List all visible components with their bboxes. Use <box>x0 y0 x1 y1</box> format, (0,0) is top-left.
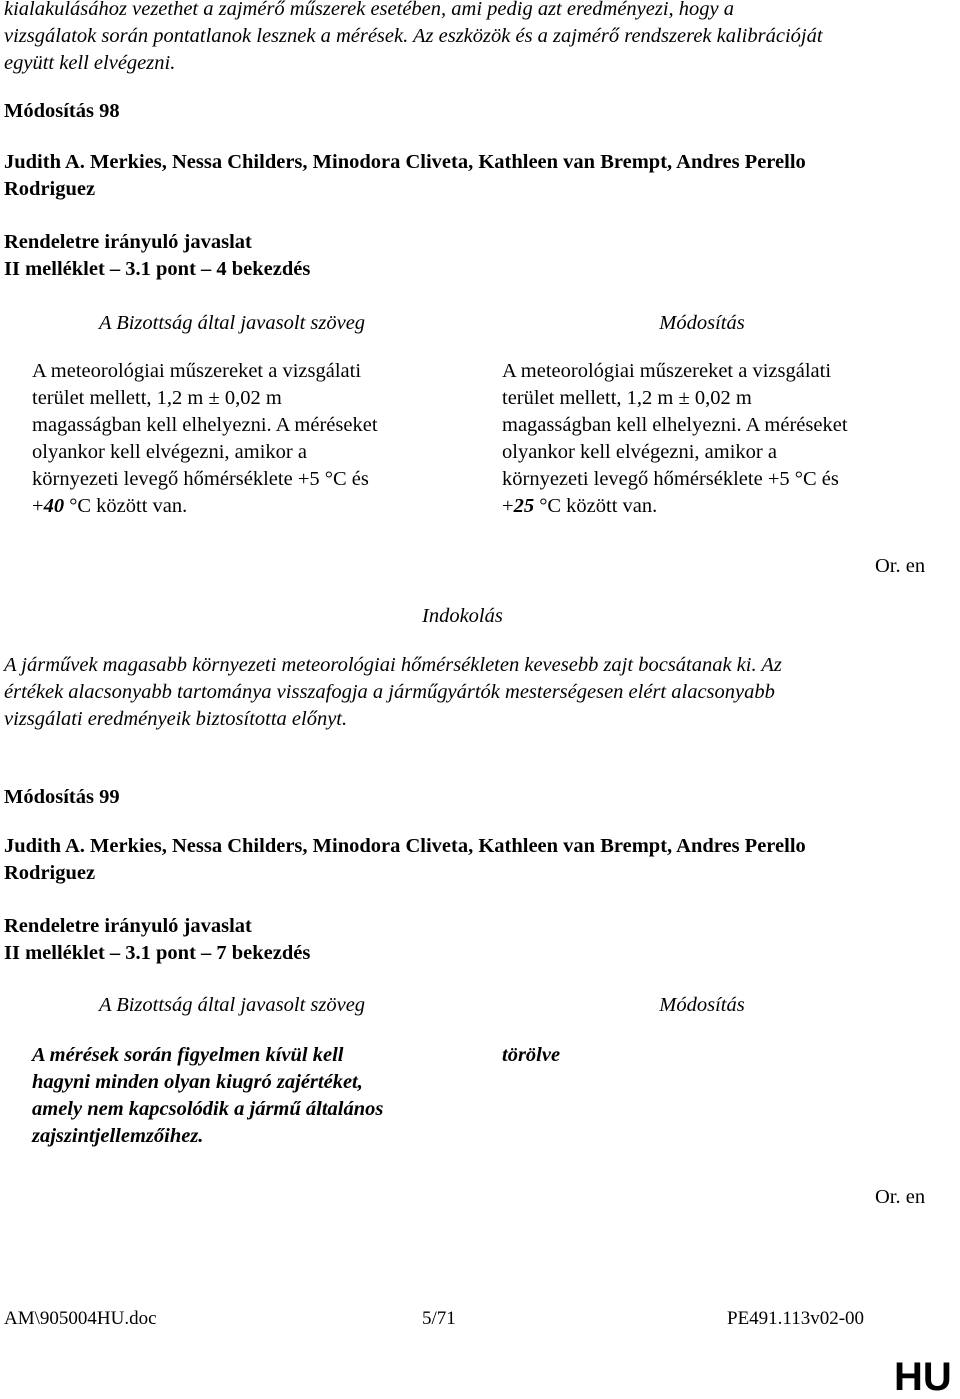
amendment-98-title: Módosítás 98 <box>4 100 120 122</box>
top-paragraph <box>4 0 823 77</box>
proposal-label: Rendeletre irányuló javaslat <box>4 231 252 253</box>
text-line: értékek alacsonyabb tartománya visszafogja a járműgyártók mesterségesen elért alacsonyabb <box>4 681 775 703</box>
text-line: A mérések során figyelmen kívül kell <box>32 1044 344 1066</box>
text-line: együtt kell elvégezni. <box>4 52 176 74</box>
column-left-heading: A Bizottság által javasolt szöveg <box>98 312 366 334</box>
column-right-heading: Módosítás <box>659 994 745 1016</box>
amendment-99-title: Módosítás 99 <box>4 786 120 808</box>
authors-line: Rodriguez <box>4 862 96 884</box>
text-line: olyankor kell elvégezni, amikor a <box>32 441 307 463</box>
text-line: terület mellett, 1,2 m ± 0,02 m <box>32 387 282 409</box>
text-line <box>502 493 902 520</box>
proposal-label: Rendeletre irányuló javaslat <box>4 915 252 937</box>
amendment-98-authors <box>4 149 806 203</box>
changed-value: 25 <box>513 495 535 517</box>
text-line: vizsgálati eredményeik biztosította előnyt. <box>4 708 348 730</box>
text-segment: + <box>502 495 514 517</box>
original-language: Or. en <box>875 555 926 577</box>
authors-line: Rodriguez <box>4 178 96 200</box>
text-line: A meteorológiai műszereket a vizsgálati <box>502 360 832 382</box>
text-line: magasságban kell elhelyezni. A méréseket <box>502 414 848 436</box>
footer-reference: PE491.113v02-00 <box>727 1308 865 1329</box>
footer-document-name: AM\905004HU.doc <box>4 1308 157 1329</box>
original-language: Or. en <box>875 1186 926 1208</box>
text-segment: °C között van. <box>534 495 658 517</box>
text-line: A meteorológiai műszereket a vizsgálati <box>32 360 362 382</box>
text-line: magasságban kell elhelyezni. A méréseket <box>32 414 378 436</box>
reference-label: II melléklet – 3.1 pont – 7 bekezdés <box>4 942 311 964</box>
justification-text <box>4 652 782 733</box>
changed-value: 40 <box>43 495 65 517</box>
deleted-marker: törölve <box>502 1044 561 1066</box>
column-left-heading: A Bizottság által javasolt szöveg <box>98 994 366 1016</box>
text-segment: °C között van. <box>64 495 188 517</box>
authors-line: Judith A. Merkies, Nessa Childers, Minodora Cliveta, Kathleen van Brempt, Andres Perello <box>4 835 806 857</box>
footer-page-number: 5/71 <box>422 1308 456 1329</box>
text-line: környezeti levegő hőmérséklete +5 °C és <box>32 468 369 490</box>
justification-heading: Indokolás <box>422 605 503 627</box>
text-line: olyankor kell elvégezni, amikor a <box>502 441 777 463</box>
text-line: zajszintjellemzőihez. <box>32 1125 204 1147</box>
text-line: vizsgálatok során pontatlanok lesznek a mérések. Az eszközök és a zajmérő rendszerek kalibrációját <box>4 25 823 47</box>
original-text <box>32 1042 432 1150</box>
text-line <box>32 493 432 520</box>
reference-label: II melléklet – 3.1 pont – 4 bekezdés <box>4 258 311 280</box>
original-text <box>32 358 432 520</box>
text-segment: + <box>32 495 44 517</box>
text-line: A járművek magasabb környezeti meteorológiai hőmérsékleten kevesebb zajt bocsátanak ki. Az <box>4 654 782 676</box>
text-line: amely nem kapcsolódik a jármű általános <box>32 1098 384 1120</box>
text-line: hagyni minden olyan kiugró zajértéket, <box>32 1071 363 1093</box>
text-line: kialakulásához vezethet a zajmérő műszerek esetében, ami pedig azt eredményezi, hogy a <box>4 0 735 20</box>
amendment-99-authors <box>4 833 806 887</box>
authors-line: Judith A. Merkies, Nessa Childers, Minodora Cliveta, Kathleen van Brempt, Andres Perello <box>4 151 806 173</box>
column-right-heading: Módosítás <box>659 312 745 334</box>
text-line: környezeti levegő hőmérséklete +5 °C és <box>502 468 839 490</box>
amended-text <box>502 358 902 520</box>
language-code: HU <box>894 1355 952 1399</box>
text-line: terület mellett, 1,2 m ± 0,02 m <box>502 387 752 409</box>
